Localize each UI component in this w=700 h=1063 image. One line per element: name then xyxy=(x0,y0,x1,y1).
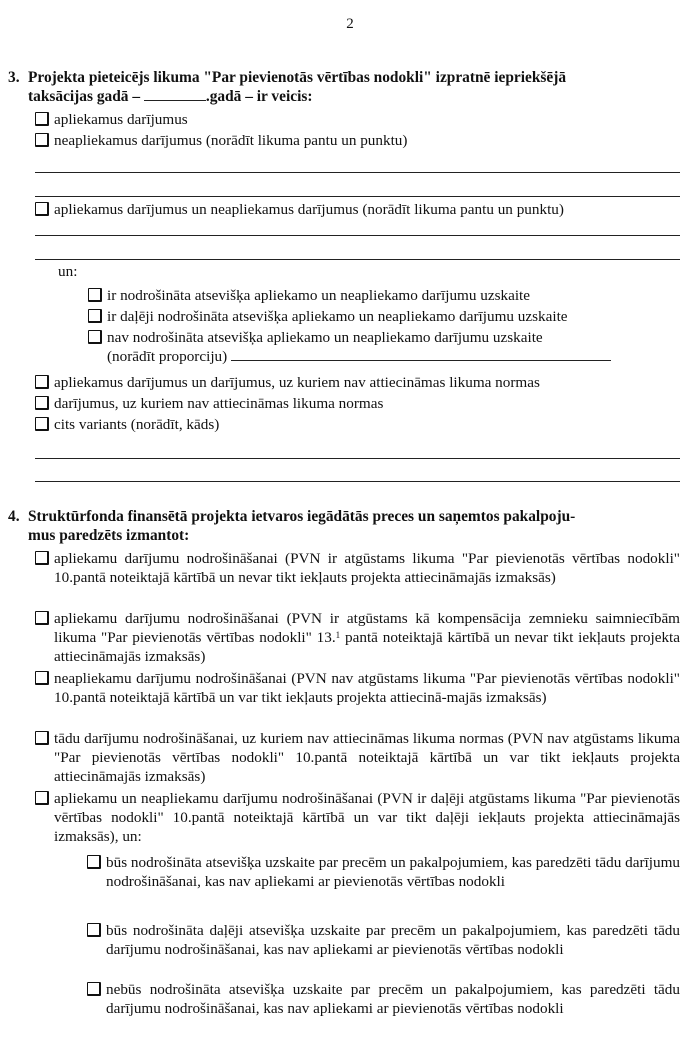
option-label: būs nodrošināta daļēji atsevišķa uzskaite par precēm un pakalpojumiem, kas paredzēti tādu darījumu nodrošināšanai, kas nav apliekami ar pievienotās vērtības nodokli xyxy=(106,922,680,958)
checkbox[interactable] xyxy=(88,330,102,344)
sub-option-separate-accounting[interactable] xyxy=(88,286,678,305)
checkbox[interactable] xyxy=(88,288,102,302)
checkbox[interactable] xyxy=(35,671,49,685)
checkbox[interactable] xyxy=(35,551,49,565)
option-label: neapliekamu darījumu nodrošināšanai (PVN nav atgūstams likuma "Par pievienotās vērtības nodokli" 10.pantā noteiktajā kārtībā un var tikt iekļauts projekta attiecinā-majās izmaksās) xyxy=(54,670,680,706)
option-non-taxable[interactable] xyxy=(35,131,675,150)
question-number: 3. xyxy=(8,69,20,86)
option-label: nav nodrošināta atsevišķa apliekamo un neapliekamo darījumu uzskaite xyxy=(107,329,543,346)
sub-option-no-accounting[interactable] xyxy=(88,328,680,366)
question-title-line1: Projekta pieteicējs likuma "Par pievienotās vērtības nodokli" izpratnē iepriekšējā xyxy=(28,69,567,86)
answer-line[interactable] xyxy=(35,235,680,236)
question-4-heading xyxy=(8,507,680,545)
checkbox[interactable] xyxy=(35,611,49,625)
checkbox[interactable] xyxy=(35,731,49,745)
question-number: 4. xyxy=(8,508,20,525)
option-label: ir daļēji nodrošināta atsevišķa apliekamo un neapliekamo darījumu uzskaite xyxy=(107,308,568,325)
page-number: 2 xyxy=(346,16,354,32)
checkbox[interactable] xyxy=(87,855,101,869)
checkbox[interactable] xyxy=(35,375,49,389)
option-taxable[interactable] xyxy=(35,110,675,129)
checkbox[interactable] xyxy=(35,133,49,147)
option-label: apliekamu darījumu nodrošināšanai (PVN ir atgūstams kā kompensācija zemnieku saimniecībām likuma "Par pievienotās vērtības nodokli" 13.$^1$ pantā noteiktajā kārtībā un nevar tikt iekļauts projekta attiecināmajās izmaksās) xyxy=(54,610,680,665)
q4-option-non-taxable[interactable] xyxy=(35,669,680,707)
option-label: apliekamu darījumu nodrošināšanai (PVN ir atgūstams likuma "Par pievienotās vērtības nodokli" 10.pantā noteiktajā kārtībā un nevar tikt iekļauts projekta attiecināmajās izmaksās) xyxy=(54,550,680,586)
checkbox[interactable] xyxy=(88,309,102,323)
sub-option-partial-accounting[interactable] xyxy=(88,307,678,326)
question-title-line1: Struktūrfonda finansētā projekta ietvaros iegādātās preces un saņemtos pakalpoju- xyxy=(28,508,576,525)
q4-option-not-applicable[interactable] xyxy=(35,729,680,786)
question-3-heading xyxy=(8,68,680,106)
checkbox[interactable] xyxy=(35,417,49,431)
answer-line[interactable] xyxy=(35,172,680,173)
proportion-input[interactable] xyxy=(231,360,611,361)
option-label: tādu darījumu nodrošināšanai, uz kuriem nav attiecināmas likuma normas (PVN nav atgūstams likuma "Par pievienotās vērtības nodokli" 10.pantā noteiktajā kārtībā un var tikt iekļauts projekta attiecināmajās izmaksās) xyxy=(54,730,680,785)
q4-option-farm-compensation[interactable] xyxy=(35,609,680,666)
option-label: apliekamu un neapliekamu darījumu nodrošināšanai (PVN ir daļēji atgūstams likuma "Par pievienotās vērtības nodokli" 10.pantā noteiktajā kārtībā un var tikt daļēji iekļauts projekta attiecināmajās izmaksās), un: xyxy=(54,790,680,845)
option-label: ir nodrošināta atsevišķa apliekamo un neapliekamo darījumu uzskaite xyxy=(107,287,531,304)
q4-option-taxable[interactable] xyxy=(35,549,680,587)
option-label: neapliekamus darījumus (norādīt likuma pantu un punktu) xyxy=(54,132,408,149)
option-label: apliekamus darījumus un darījumus, uz kuriem nav attiecināmas likuma normas xyxy=(54,374,540,391)
checkbox[interactable] xyxy=(35,202,49,216)
option-other[interactable] xyxy=(35,415,680,434)
option-label: apliekamus darījumus xyxy=(54,111,188,128)
checkbox[interactable] xyxy=(87,982,101,996)
option-taxable-and-not-applicable[interactable] xyxy=(35,373,680,392)
q4-sub-option-none[interactable] xyxy=(87,980,680,1018)
question-title-prefix: taksācijas gadā – xyxy=(28,88,144,105)
year-input[interactable] xyxy=(144,100,206,101)
answer-line[interactable] xyxy=(35,196,680,197)
answer-line[interactable] xyxy=(35,481,680,482)
option-taxable-and-non-taxable[interactable] xyxy=(35,200,680,219)
question-title-suffix: .gadā – ir veicis: xyxy=(205,88,313,105)
answer-line[interactable] xyxy=(35,259,680,260)
option-label: nebūs nodrošināta atsevišķa uzskaite par precēm un pakalpojumiem, kas paredzēti tādu darījumu nodrošināšanai, kas nav apliekami ar pievienotās vērtības nodokli xyxy=(106,981,680,1017)
checkbox[interactable] xyxy=(87,923,101,937)
answer-line[interactable] xyxy=(35,458,680,459)
checkbox[interactable] xyxy=(35,112,49,126)
option-label: cits variants (norādīt, kāds) xyxy=(54,416,220,433)
q4-option-mixed[interactable] xyxy=(35,789,680,846)
checkbox[interactable] xyxy=(35,396,49,410)
un-label: un: xyxy=(58,263,78,280)
option-label: būs nodrošināta atsevišķa uzskaite par precēm un pakalpojumiem, kas paredzēti tādu darījumu nodrošināšanai, kas nav apliekami ar pievienotās vērtības nodokli xyxy=(106,854,680,890)
checkbox[interactable] xyxy=(35,791,49,805)
superscript: 1 xyxy=(335,630,341,640)
option-label: darījumus, uz kuriem nav attiecināmas likuma normas xyxy=(54,395,384,412)
option-label-proportion: (norādīt proporciju) xyxy=(107,348,228,365)
q4-sub-option-partial[interactable] xyxy=(87,921,680,959)
q4-sub-option-separate[interactable] xyxy=(87,853,680,891)
option-label: apliekamus darījumus un neapliekamus darījumus (norādīt likuma pantu un punktu) xyxy=(54,201,564,218)
option-not-applicable[interactable] xyxy=(35,394,680,413)
question-title-line2: mus paredzēts izmantot: xyxy=(28,527,190,544)
